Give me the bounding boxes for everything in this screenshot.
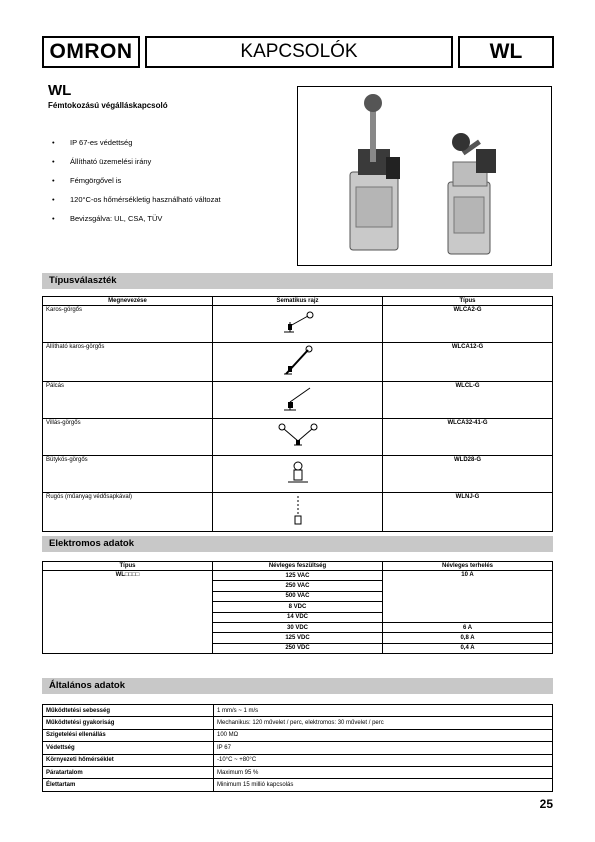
- feature-item: • Bevizsgálva: UL, CSA, TÜV: [52, 214, 163, 223]
- table-row: Páratartalom Maximum 95 %: [43, 766, 553, 778]
- document-title: KAPCSOLÓK: [145, 36, 453, 68]
- table-row: WL□□□□ 125 VAC 10 A: [43, 571, 553, 581]
- table-row: Szigetelési ellenállás 100 MΩ: [43, 729, 553, 741]
- table-row: 250 VAC: [43, 581, 553, 591]
- table-row: Villás-görgős WLCA32-41-G: [43, 419, 553, 456]
- table-row: Védettség IP 67: [43, 742, 553, 754]
- type-header-name: Megnevezése: [43, 297, 213, 306]
- feature-item: • Fémgörgővel is: [52, 176, 122, 185]
- feature-list: [52, 138, 221, 233]
- feature-item: • 120°C-os hőmérsékletig használható változat: [52, 195, 221, 204]
- roller-lever-symbol: [278, 308, 318, 338]
- fork-lever-symbol: [276, 421, 320, 451]
- limit-switch-illustration: [298, 87, 551, 265]
- type-header-drawing: Sematikus rajz: [213, 297, 383, 306]
- general-table: [42, 704, 553, 792]
- table-row: 250 VDC 0,4 A: [43, 643, 553, 653]
- electrical-header-type: Típus: [43, 562, 213, 571]
- table-row: Bütykös-görgős WLD28-G: [43, 456, 553, 493]
- electrical-table: [42, 561, 553, 654]
- table-row: 30 VDC 6 A: [43, 622, 553, 632]
- electrical-header-load: Névleges terhelés: [383, 562, 553, 571]
- section-types: Típusválaszték: [42, 273, 553, 289]
- plunger-roller-symbol: [283, 458, 313, 488]
- omron-logo: OMRON: [42, 36, 140, 68]
- feature-item: • IP 67-es védettség: [52, 138, 133, 147]
- rod-lever-symbol: [278, 384, 318, 414]
- type-header-type: Típus: [383, 297, 553, 306]
- page-number: 25: [539, 797, 553, 811]
- table-row: 8 VDC: [43, 602, 553, 612]
- table-row: Környezeti hőmérséklet -10°C ~ +80°C: [43, 754, 553, 766]
- section-electrical: Elektromos adatok: [42, 536, 553, 552]
- table-row: Állítható karos-görgős WLCA12-G: [43, 343, 553, 382]
- table-row: 500 VAC: [43, 591, 553, 601]
- product-code: WL: [458, 36, 554, 68]
- table-row: Rugós (műanyag védősapkával) WLNJ-G: [43, 493, 553, 532]
- spring-rod-symbol: [283, 494, 313, 528]
- table-row: Karos-görgős WLCA2-G: [43, 306, 553, 343]
- table-row: Élettartam Minimum 15 millió kapcsolás: [43, 779, 553, 791]
- table-row: Működtetési sebesség 1 mm/s ~ 1 m/s: [43, 705, 553, 717]
- electrical-header-voltage: Névleges feszültség: [213, 562, 383, 571]
- feature-item: • Állítható üzemelési irány: [52, 157, 152, 166]
- table-row: Pálcás WLCL-G: [43, 382, 553, 419]
- table-row: 14 VDC: [43, 612, 553, 622]
- table-row: 125 VDC 0,8 A: [43, 633, 553, 643]
- product-subtitle: Fémtokozású végálláskapcsoló: [48, 101, 168, 110]
- table-row: Működtetési gyakoriság Mechanikus: 120 művelet / perc, elektromos: 30 művelet / perc: [43, 717, 553, 729]
- adjustable-lever-symbol: [278, 344, 318, 378]
- product-name: WL: [48, 82, 72, 99]
- section-general: Általános adatok: [42, 678, 553, 694]
- product-photo: [297, 86, 552, 266]
- page-header: [42, 36, 554, 68]
- type-table: [42, 296, 553, 532]
